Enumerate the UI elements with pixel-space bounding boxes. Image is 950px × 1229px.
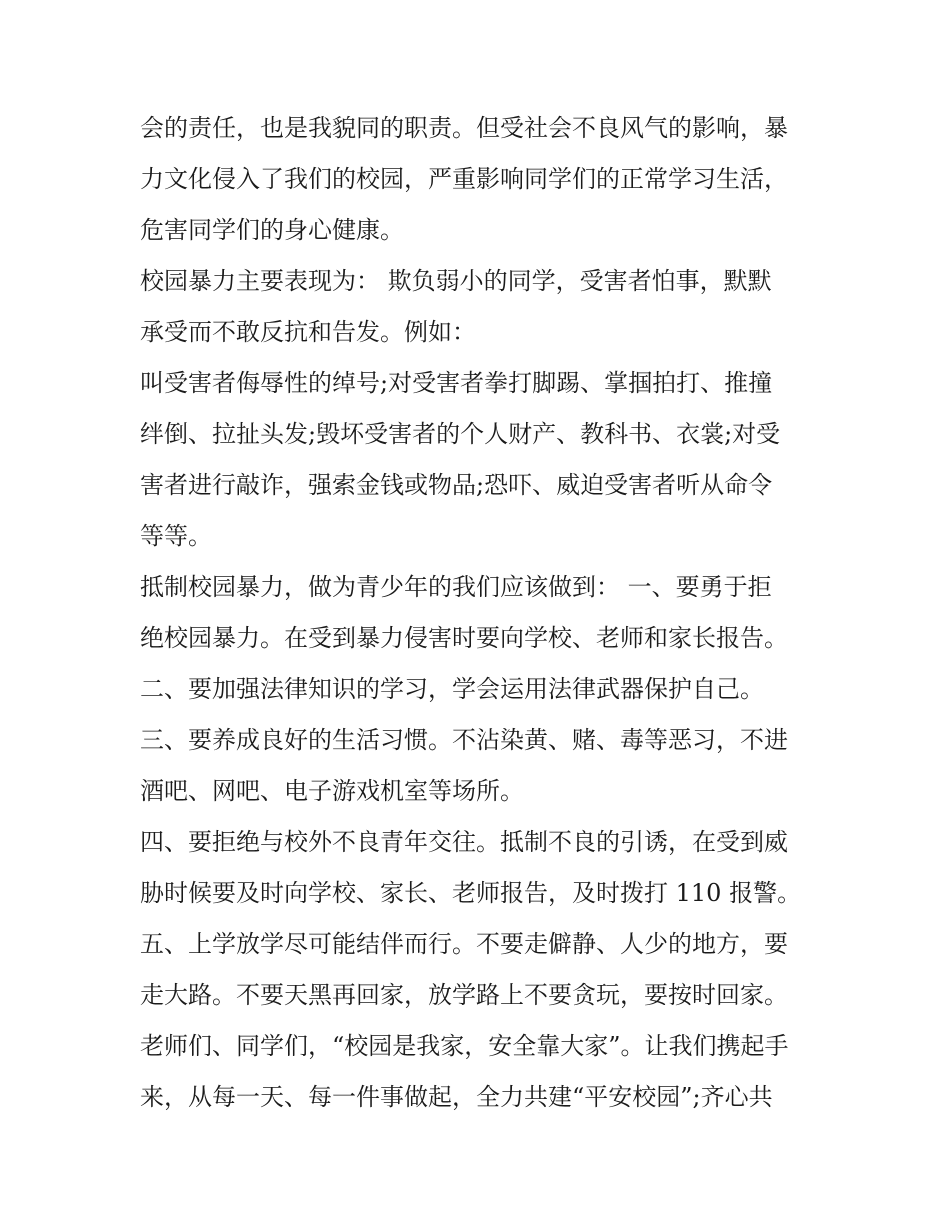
text-line: 四、要拒绝与校外不良青年交往。抵制不良的引诱，在受到威 xyxy=(140,828,788,856)
document-body xyxy=(140,103,820,1123)
text-line: 害者进行敲诈，强索金钱或物品;恐吓、威迫受害者听从命令 xyxy=(140,471,773,499)
text-line: 来，从每一天、每一件事做起，全力共建“平安校园”;齐心共 xyxy=(140,1083,773,1111)
text-line: 老师们、同学们，“校园是我家，安全靠大家”。让我们携起手 xyxy=(140,1032,789,1060)
text-line: 五、上学放学尽可能结伴而行。不要走僻静、人少的地方，要 xyxy=(140,930,788,958)
text-line: 力文化侵入了我们的校园，严重影响同学们的正常学习生活， xyxy=(140,165,788,193)
text-line: 二、要加强法律知识的学习，学会运用法律武器保护自己。 xyxy=(140,675,764,703)
text-line: 酒吧、网吧、电子游戏机室等场所。 xyxy=(140,777,524,805)
text-line: 绝校园暴力。在受到暴力侵害时要向学校、老师和家长报告。 xyxy=(140,624,788,652)
text-line: 绊倒、拉扯头发;毁坏受害者的个人财产、教科书、衣裳;对受 xyxy=(140,420,781,448)
text-line: 校园暴力主要表现为： 欺负弱小的同学，受害者怕事，默默 xyxy=(140,267,772,295)
text-line: 会的责任，也是我貌同的职责。但受社会不良风气的影响，暴 xyxy=(140,114,788,142)
text-line: 等等。 xyxy=(140,522,212,550)
text-line: 叫受害者侮辱性的绰号;对受害者拳打脚踢、掌掴拍打、推撞 xyxy=(140,369,773,397)
text-line: 走大路。不要天黑再回家，放学路上不要贪玩，要按时回家。 xyxy=(140,981,788,1009)
text-line: 抵制校园暴力，做为青少年的我们应该做到： 一、要勇于拒 xyxy=(140,573,772,601)
text-line: 胁时候要及时向学校、家长、老师报告，及时拨打 110 报警。 xyxy=(140,879,802,907)
text-line: 危害同学们的身心健康。 xyxy=(140,216,404,244)
text-line: 三、要养成良好的生活习惯。不沾染黄、赌、毒等恶习，不进 xyxy=(140,726,788,754)
text-line: 承受而不敢反抗和告发。例如： xyxy=(140,318,476,346)
